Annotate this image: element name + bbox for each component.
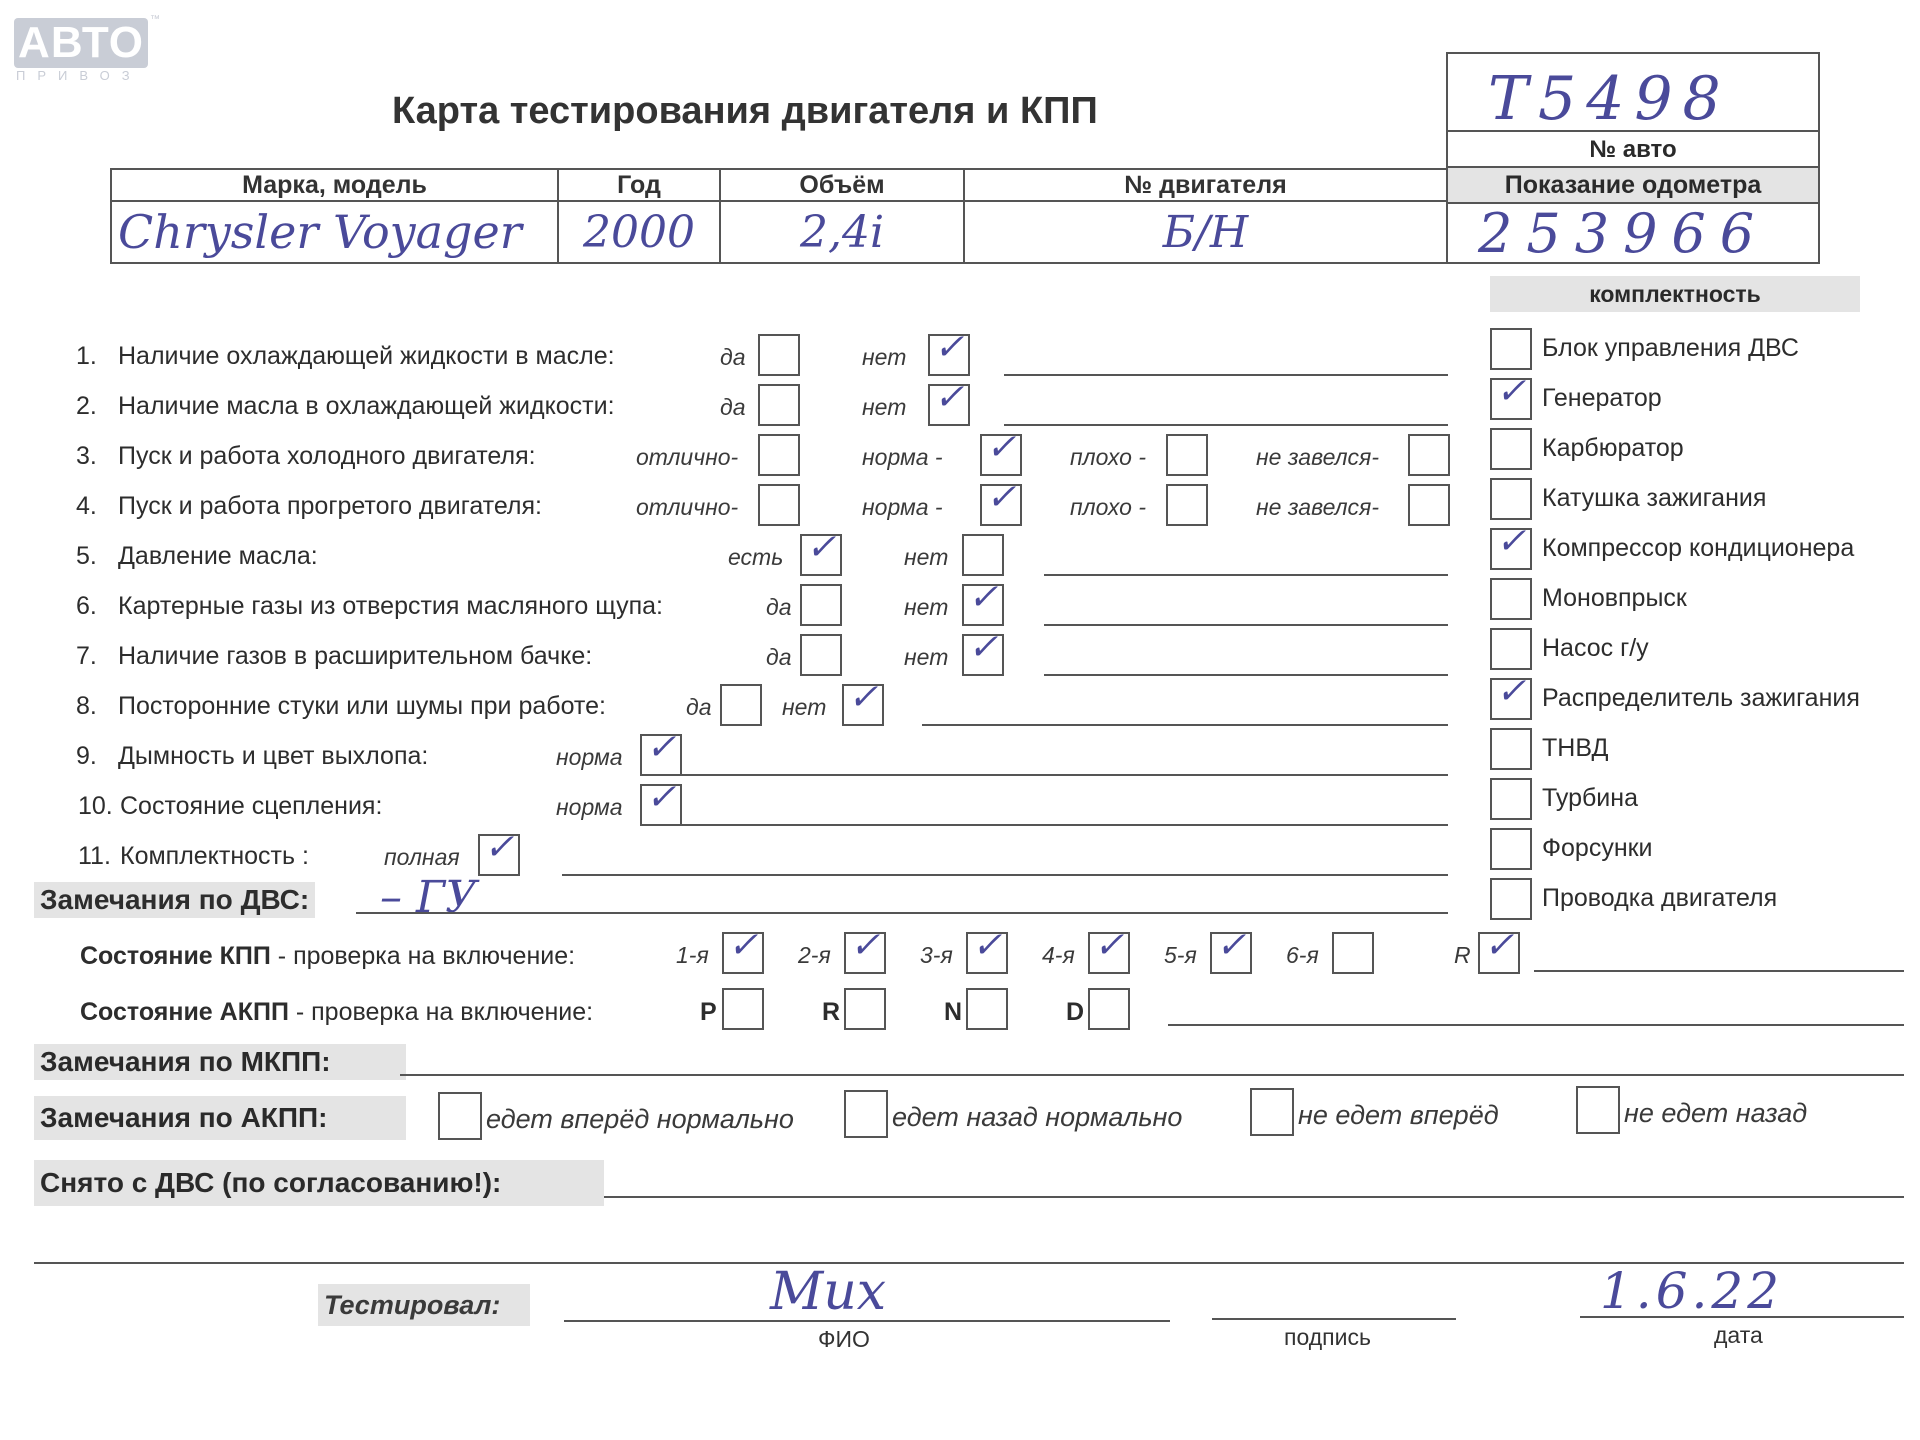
item-label: Состояние сцепления: bbox=[120, 792, 383, 820]
akpp-note-opt-1: едет вперёд нормально bbox=[486, 1104, 794, 1134]
kit-checkbox[interactable] bbox=[1490, 578, 1532, 620]
item-number: 4. bbox=[76, 492, 97, 520]
item-option-label: нет bbox=[904, 644, 949, 670]
check-mark: ✓ bbox=[934, 377, 965, 418]
item-label: Наличие охлаждающей жидкости в масле: bbox=[118, 342, 615, 370]
item-checkbox[interactable] bbox=[640, 727, 682, 776]
kit-checkbox[interactable] bbox=[1490, 328, 1532, 370]
check-mark: ✓ bbox=[728, 925, 759, 966]
col-engine-value: Б/Н bbox=[964, 201, 1447, 263]
item-number: 10. bbox=[78, 792, 113, 820]
check-mark: ✓ bbox=[986, 477, 1017, 518]
check-mark: ✓ bbox=[934, 327, 965, 368]
item-checkbox[interactable] bbox=[758, 434, 800, 476]
col-volume-label: Объём bbox=[720, 169, 964, 201]
item-line bbox=[1004, 424, 1448, 426]
akpp-note-box-2[interactable] bbox=[844, 1090, 888, 1138]
check-mark: ✓ bbox=[646, 727, 677, 768]
item-label: Посторонние стуки или шумы при работе: bbox=[118, 692, 606, 720]
tested-name-label: ФИО bbox=[818, 1326, 870, 1352]
kit-checkbox[interactable] bbox=[1490, 628, 1532, 670]
item-line bbox=[1044, 674, 1448, 676]
odometer-label: Показание одометра bbox=[1448, 166, 1818, 204]
kpp-gear-label: 1-я bbox=[676, 942, 709, 968]
vehicle-table bbox=[110, 168, 1448, 264]
kpp-gear-checkbox[interactable] bbox=[722, 925, 764, 974]
akpp-note-opt-3: не едет вперёд bbox=[1298, 1100, 1499, 1130]
kpp-label-bold: Состояние КПП bbox=[80, 942, 271, 970]
kpp-gear-checkbox[interactable] bbox=[844, 925, 886, 974]
item-checkbox[interactable] bbox=[980, 427, 1022, 476]
col-engine-label: № двигателя bbox=[964, 169, 1447, 201]
item-option-label: нет bbox=[862, 394, 907, 420]
item-option-label: нет bbox=[904, 544, 949, 570]
akpp-label-bold: Состояние АКПП bbox=[80, 998, 289, 1026]
item-option-label: норма - bbox=[862, 444, 943, 470]
kit-item-label: Генератор bbox=[1542, 384, 1662, 412]
item-option-label: не завелся- bbox=[1256, 444, 1380, 470]
kit-checkbox[interactable] bbox=[1490, 778, 1532, 820]
item-checkbox[interactable] bbox=[962, 627, 1004, 676]
akpp-mode-checkbox[interactable] bbox=[722, 988, 764, 1030]
akpp-label-rest: - проверка на включение: bbox=[288, 998, 594, 1026]
akpp-mode-label: N bbox=[944, 998, 963, 1026]
kit-item-label: Турбина bbox=[1542, 784, 1638, 812]
tested-name-value: Мих bbox=[770, 1262, 887, 1322]
tested-date-label: дата bbox=[1714, 1322, 1763, 1348]
akpp-note-opt-4: не едет назад bbox=[1624, 1098, 1808, 1128]
item-number: 11. bbox=[78, 842, 111, 870]
item-line bbox=[1044, 624, 1448, 626]
check-mark: ✓ bbox=[1496, 671, 1527, 712]
akpp-note-box-3[interactable] bbox=[1250, 1088, 1294, 1136]
kit-item-label: Катушка зажигания bbox=[1542, 484, 1767, 512]
item-option-label: отлично- bbox=[636, 444, 739, 470]
tested-date-line bbox=[1580, 1316, 1904, 1318]
item-option-label: нет bbox=[904, 594, 949, 620]
item-checkbox[interactable] bbox=[1166, 484, 1208, 526]
item-option-label: да bbox=[766, 594, 792, 620]
item-number: 5. bbox=[76, 542, 97, 570]
kit-checkbox[interactable] bbox=[1490, 478, 1532, 520]
kit-item-label: Форсунки bbox=[1542, 834, 1653, 862]
item-checkbox[interactable] bbox=[720, 684, 762, 726]
item-option-label: да bbox=[766, 644, 792, 670]
mkpp-notes-line bbox=[400, 1074, 1904, 1076]
item-option-label: норма - bbox=[862, 494, 943, 520]
kit-item-label: Распределитель зажигания bbox=[1542, 684, 1860, 712]
akpp-note-box-4[interactable] bbox=[1576, 1086, 1620, 1134]
item-checkbox[interactable] bbox=[1408, 434, 1450, 476]
item-checkbox[interactable] bbox=[758, 484, 800, 526]
akpp-line bbox=[1168, 1024, 1904, 1026]
page-title: Карта тестирования двигателя и КПП bbox=[392, 90, 1098, 132]
auto-block bbox=[1446, 52, 1820, 264]
akpp-note-opt-2: едет назад нормально bbox=[892, 1102, 1183, 1132]
item-label: Картерные газы из отверстия масляного щупа: bbox=[118, 592, 663, 620]
item-checkbox[interactable] bbox=[1408, 484, 1450, 526]
item-option-label: норма bbox=[556, 794, 623, 820]
item-label: Комплектность : bbox=[120, 842, 309, 870]
item-label: Наличие газов в расширительном бачке: bbox=[118, 642, 593, 670]
kit-item-label: Компрессор кондиционера bbox=[1542, 534, 1855, 562]
check-mark: ✓ bbox=[968, 577, 999, 618]
item-checkbox[interactable] bbox=[1166, 434, 1208, 476]
kit-item-label: Карбюратор bbox=[1542, 434, 1684, 462]
kpp-gear-checkbox[interactable] bbox=[1088, 925, 1130, 974]
check-mark: ✓ bbox=[848, 677, 879, 718]
akpp-notes-label: Замечания по АКПП: bbox=[34, 1096, 406, 1140]
item-number: 3. bbox=[76, 442, 97, 470]
kpp-gear-label: R bbox=[1454, 942, 1471, 968]
kpp-gear-checkbox[interactable] bbox=[1332, 932, 1374, 974]
akpp-mode-checkbox[interactable] bbox=[844, 988, 886, 1030]
item-checkbox[interactable] bbox=[478, 827, 520, 876]
item-number: 6. bbox=[76, 592, 97, 620]
item-option-label: да bbox=[720, 344, 746, 370]
item-line bbox=[1004, 374, 1448, 376]
check-mark: ✓ bbox=[1094, 925, 1125, 966]
kit-checkbox[interactable] bbox=[1490, 371, 1532, 420]
check-mark: ✓ bbox=[986, 427, 1017, 468]
item-number: 9. bbox=[76, 742, 97, 770]
item-option-label: норма bbox=[556, 744, 623, 770]
logo-trademark: ™ bbox=[150, 14, 160, 25]
kpp-label-rest: - проверка на включение: bbox=[270, 942, 576, 970]
item-label: Давление масла: bbox=[118, 542, 318, 570]
item-number: 2. bbox=[76, 392, 97, 420]
item-label: Наличие масла в охлаждающей жидкости: bbox=[118, 392, 615, 420]
check-mark: ✓ bbox=[972, 925, 1003, 966]
item-checkbox[interactable] bbox=[758, 384, 800, 426]
check-mark: ✓ bbox=[1496, 371, 1527, 412]
item-option-label: да bbox=[686, 694, 712, 720]
item-line bbox=[676, 824, 1448, 826]
odometer-value: 253966 bbox=[1478, 202, 1769, 265]
check-mark: ✓ bbox=[1484, 925, 1515, 966]
kpp-gear-checkbox[interactable] bbox=[1478, 925, 1520, 974]
item-line bbox=[1044, 574, 1448, 576]
kit-checkbox[interactable] bbox=[1490, 671, 1532, 720]
item-checkbox[interactable] bbox=[962, 577, 1004, 626]
kit-item-label: Моновпрыск bbox=[1542, 584, 1687, 612]
item-checkbox[interactable] bbox=[800, 584, 842, 626]
item-checkbox[interactable] bbox=[962, 534, 1004, 576]
item-checkbox[interactable] bbox=[980, 477, 1022, 526]
kpp-gear-label: 3-я bbox=[920, 942, 953, 968]
item-label: Пуск и работа холодного двигателя: bbox=[118, 442, 536, 470]
kit-checkbox[interactable] bbox=[1490, 878, 1532, 920]
item-number: 1. bbox=[76, 342, 97, 370]
dvs-notes-line bbox=[356, 912, 1448, 914]
kit-checkbox[interactable] bbox=[1490, 828, 1532, 870]
akpp-mode-label: R bbox=[822, 998, 841, 1026]
tested-sign-label: подпись bbox=[1284, 1324, 1371, 1350]
item-number: 8. bbox=[76, 692, 97, 720]
tested-sign-line bbox=[1212, 1318, 1456, 1320]
removed-line-1 bbox=[604, 1196, 1904, 1198]
check-mark: ✓ bbox=[646, 777, 677, 818]
removed-label: Снято с ДВС (по согласованию!): bbox=[34, 1160, 604, 1206]
akpp-mode-label: P bbox=[700, 998, 717, 1026]
check-mark: ✓ bbox=[1496, 521, 1527, 562]
akpp-mode-label: D bbox=[1066, 998, 1085, 1026]
dvs-notes-label: Замечания по ДВС: bbox=[34, 882, 315, 918]
kit-item-label: Блок управления ДВС bbox=[1542, 334, 1799, 362]
check-mark: ✓ bbox=[484, 827, 515, 868]
kit-item-label: Проводка двигателя bbox=[1542, 884, 1778, 912]
item-checkbox[interactable] bbox=[928, 327, 970, 376]
tested-name-line bbox=[564, 1320, 1170, 1322]
item-option-label: нет bbox=[782, 694, 827, 720]
kit-item-label: Насос г/у bbox=[1542, 634, 1649, 662]
item-checkbox[interactable] bbox=[842, 677, 884, 726]
item-option-label: плохо - bbox=[1070, 444, 1146, 470]
item-option-label: да bbox=[720, 394, 746, 420]
col-model-label: Марка, модель bbox=[111, 169, 558, 201]
item-option-label: отлично- bbox=[636, 494, 739, 520]
item-line bbox=[676, 774, 1448, 776]
check-mark: ✓ bbox=[1216, 925, 1247, 966]
kpp-label bbox=[80, 942, 575, 971]
item-option-label: есть bbox=[728, 544, 784, 570]
dvs-notes-value: – ГУ bbox=[380, 872, 477, 923]
item-option-label: не завелся- bbox=[1256, 494, 1380, 520]
kit-item-label: ТНВД bbox=[1542, 734, 1609, 762]
logo-subtitle: ПРИВОЗ bbox=[16, 68, 142, 83]
col-year-value: 2000 bbox=[558, 201, 720, 263]
item-option-label: полная bbox=[384, 844, 460, 870]
col-model-value: Chrysler Voyager bbox=[111, 201, 558, 263]
kit-checkbox[interactable] bbox=[1490, 728, 1532, 770]
kit-checkbox[interactable] bbox=[1490, 428, 1532, 470]
kpp-gear-checkbox[interactable] bbox=[1210, 925, 1252, 974]
akpp-label bbox=[80, 998, 593, 1027]
tested-label: Тестировал: bbox=[318, 1284, 530, 1326]
kpp-gear-checkbox[interactable] bbox=[966, 925, 1008, 974]
item-checkbox[interactable] bbox=[800, 527, 842, 576]
auto-number-label: № авто bbox=[1448, 130, 1818, 164]
kit-title: комплектность bbox=[1490, 276, 1860, 312]
kpp-gear-label: 2-я bbox=[798, 942, 831, 968]
item-label: Дымность и цвет выхлопа: bbox=[118, 742, 429, 770]
akpp-mode-checkbox[interactable] bbox=[966, 988, 1008, 1030]
akpp-note-box-1[interactable] bbox=[438, 1092, 482, 1140]
check-mark: ✓ bbox=[968, 627, 999, 668]
item-line bbox=[922, 724, 1448, 726]
item-line bbox=[562, 874, 1448, 876]
check-mark: ✓ bbox=[850, 925, 881, 966]
tested-date-value: 1.6.22 bbox=[1600, 1262, 1784, 1320]
kit-checkbox[interactable] bbox=[1490, 521, 1532, 570]
item-checkbox[interactable] bbox=[928, 377, 970, 426]
logo: АВТО bbox=[14, 18, 148, 68]
kpp-gear-label: 4-я bbox=[1042, 942, 1075, 968]
item-option-label: нет bbox=[862, 344, 907, 370]
item-option-label: плохо - bbox=[1070, 494, 1146, 520]
kpp-line bbox=[1534, 970, 1904, 972]
auto-number-value: Т5498 bbox=[1488, 64, 1731, 134]
kpp-gear-label: 6-я bbox=[1286, 942, 1319, 968]
item-checkbox[interactable] bbox=[800, 634, 842, 676]
check-mark: ✓ bbox=[806, 527, 837, 568]
mkpp-notes-label: Замечания по МКПП: bbox=[34, 1044, 406, 1080]
item-number: 7. bbox=[76, 642, 97, 670]
item-checkbox[interactable] bbox=[758, 334, 800, 376]
item-checkbox[interactable] bbox=[640, 777, 682, 826]
item-label: Пуск и работа прогретого двигателя: bbox=[118, 492, 542, 520]
col-volume-value: 2,4i bbox=[720, 201, 964, 263]
col-year-label: Год bbox=[558, 169, 720, 201]
akpp-mode-checkbox[interactable] bbox=[1088, 988, 1130, 1030]
kpp-gear-label: 5-я bbox=[1164, 942, 1197, 968]
